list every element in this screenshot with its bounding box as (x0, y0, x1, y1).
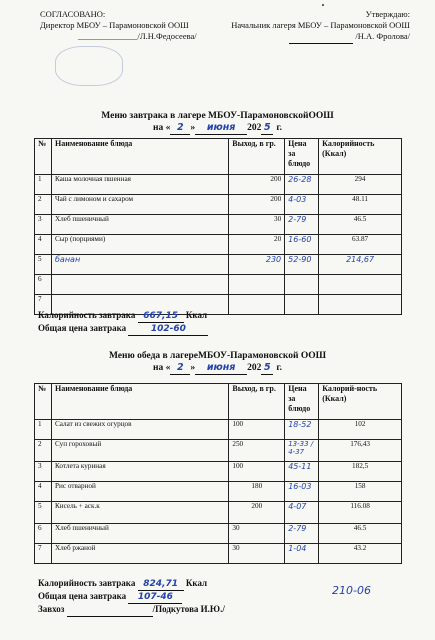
breakfast-table (34, 138, 402, 315)
lunch-cal-value: 824,71 (138, 579, 184, 591)
breakfast-cal-value: 667,15 (138, 311, 184, 323)
table-row: 4 Сыр (порциями) 20 16-60 63.87 (35, 235, 402, 255)
lunch-date: на « 2 » июня 202 5 г. (153, 362, 282, 373)
table-row: 6 (35, 275, 402, 295)
approval-left (40, 9, 220, 42)
approval-right-title: Утверждаю: (365, 9, 410, 19)
approval-left-line: Директор МБОУ – Парамоновской ООШ (40, 20, 189, 30)
approval-left-sign: ______________/Л.Н.Федосеева/ (78, 31, 197, 41)
page-speck (322, 4, 324, 6)
lunch-title-text: Меню обеда в лагереМБОУ-Парамоновской ООШ (108, 351, 327, 361)
lunch-price-label: Общая цена завтрака (38, 591, 127, 601)
lunch-summary: Калорийность завтрака 824,71 Ккал Общая цена завтрака 107-46 Завхоз /Подкутова И.Ю./ (38, 578, 225, 617)
table-row: 5 Кисель + аск.к 200 4-07 116.08 (35, 502, 402, 524)
table-row: 1 Салат из свежих огурцов 100 18-52 102 (35, 420, 402, 440)
breakfast-date-day: 2 (170, 122, 190, 135)
breakfast-title-text: Меню завтрака в лагере МБОУ-ПарамоновскойООШ (101, 111, 334, 121)
breakfast-date-month: июня (195, 122, 247, 135)
breakfast-summary: Калорийность завтрака 667,15 Ккал Общая цена завтрака 102-60 (38, 310, 208, 334)
col-output: Выход, в гр. (229, 139, 285, 175)
approval-left-title: СОГЛАСОВАНО: (40, 9, 106, 19)
lunch-title (0, 350, 435, 375)
lunch-table (34, 383, 402, 564)
lunch-header-row: № Наименование блюда Выход, в гр. Цена за блюдо Калорий-ность (Ккал) (35, 384, 402, 420)
breakfast-header-row (35, 139, 402, 175)
lunch-cal-label: Калорийность завтрака (38, 578, 136, 588)
table-row: 6 Хлеб пшеничный 30 2-79 46.5 (35, 524, 402, 544)
table-row: 2 Чай с лимоном и сахаром 200 4-03 48.11 (35, 195, 402, 215)
table-row: 3 Хлеб пшеничный 30 2-79 46.5 (35, 215, 402, 235)
breakfast-price-value: 102-60 (128, 324, 208, 336)
breakfast-date: на « 2 » июня 202 5 г. (153, 122, 282, 133)
col-calories: Калорийность (Ккал) (319, 139, 402, 175)
table-row: 1 Каша молочная пшенная 200 26-28 294 (35, 175, 402, 195)
manager-signature (67, 605, 153, 617)
breakfast-price-label: Общая цена завтрака (38, 323, 127, 333)
school-stamp (55, 46, 123, 86)
lunch-price-value: 107-46 (128, 592, 182, 604)
side-note: 210-06 (332, 584, 371, 597)
table-row: 7 (35, 295, 402, 315)
breakfast-title (0, 110, 435, 135)
table-row: 3 Котлета куриная 100 45-11 182,5 (35, 462, 402, 482)
col-number: № (35, 139, 52, 175)
approval-right-sign: /Н.А. Фролова/ (355, 31, 410, 41)
manager-name: /Подкутова И.Ю./ (152, 604, 225, 614)
col-price: Цена за блюдо (285, 139, 319, 175)
manager-label: Завхоз (38, 604, 65, 614)
right-signature (289, 32, 353, 44)
table-row: 2 Суп гороховый 250 13-33 / 4-37 176,43 (35, 440, 402, 462)
approval-right (210, 9, 410, 44)
table-row: 4 Рис отварной 180 16-03 158 (35, 482, 402, 502)
breakfast-cal-label: Калорийность завтрака (38, 310, 136, 320)
approval-right-line: Начальник лагеря МБОУ – Парамоновской ООШ (231, 20, 410, 30)
table-row: 7 Хлеб ржаной 30 1-04 43.2 (35, 544, 402, 564)
table-row: 5 банан 230 52-90 214,67 (35, 255, 402, 275)
col-dish: Наименование блюда (51, 139, 228, 175)
